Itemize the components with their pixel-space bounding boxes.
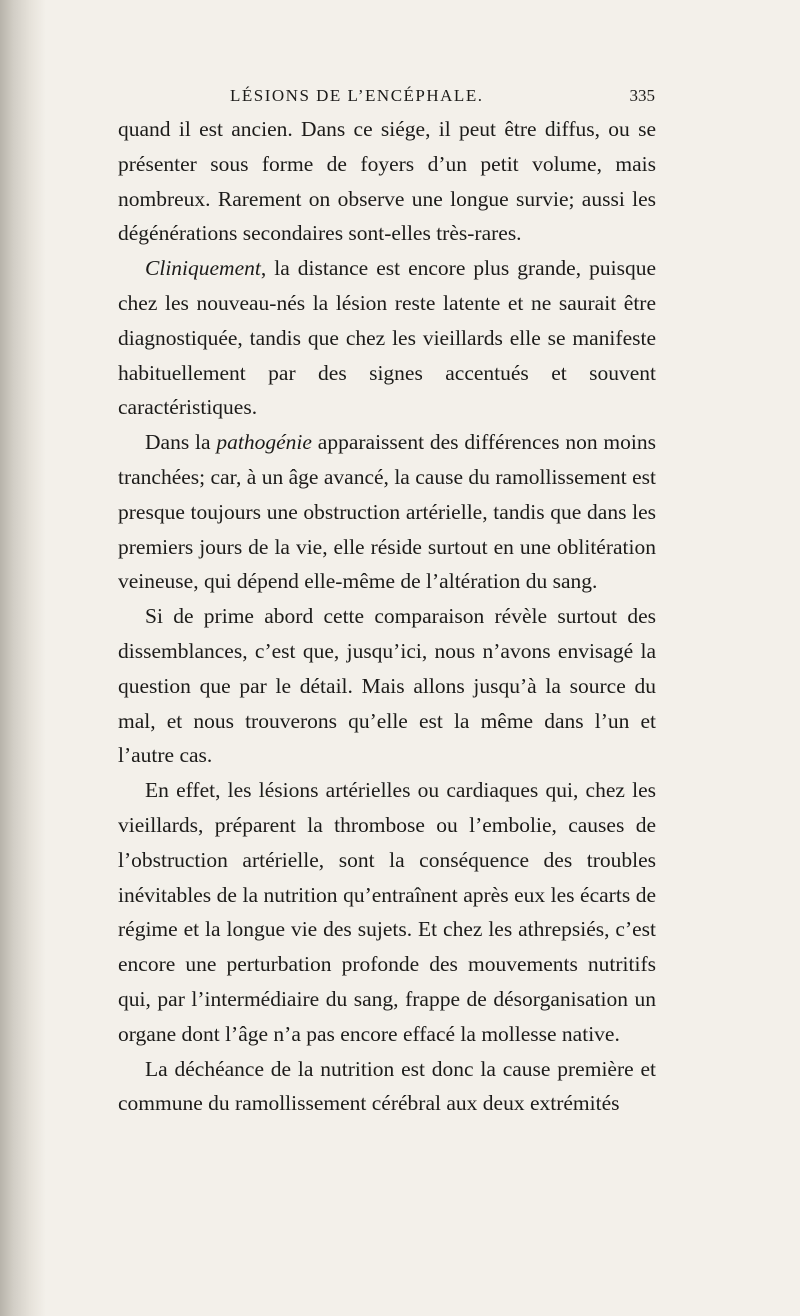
paragraph-2-text: , la distance est encore plus grande, puisque chez les nouveau-nés la lésion reste latente et ne saurait être diagnostiquée, tandis que chez les vieillards elle se manifeste habituellement par des signes accentués et souvent caractéristiques. bbox=[118, 256, 656, 420]
paragraph-3-text: apparaissent des différences non moins tranchées; car, à un âge avancé, la cause du ramollissement est presque toujours une obstruction artérielle, tandis que dans les premiers jours de la vie, elle réside surtout en une oblitération veineuse, qui dépend elle-même de l’altération du sang. bbox=[118, 430, 656, 594]
body-text bbox=[118, 112, 656, 1121]
paragraph-6 bbox=[118, 1052, 656, 1122]
paragraph-4 bbox=[118, 599, 656, 773]
paragraph-5-text: En effet, les lésions artérielles ou cardiaques qui, chez les vieillards, préparent la thrombose ou l’embolie, causes de l’obstruction artérielle, sont la conséquence des troubles inévitables de la nutrition qu’entraînent après eux les écarts de régime et la longue vie des sujets. Et chez les athrepsiés, c’est encore une perturbation profonde des mouvements nutritifs qui, par l’intermédiaire du sang, frappe de désorganisation un organe dont l’âge n’a pas encore effacé la mollesse native. bbox=[118, 778, 656, 1046]
paragraph-3 bbox=[118, 425, 656, 599]
paragraph-1 bbox=[118, 112, 656, 251]
paragraph-3-pre: Dans la bbox=[145, 430, 217, 455]
paragraph-5 bbox=[118, 773, 656, 1051]
paragraph-6-text: La déchéance de la nutrition est donc la cause première et commune du ramollissement cérébral aux deux extrémités bbox=[118, 1056, 656, 1116]
paragraph-3-italic-term: pathogénie bbox=[216, 430, 312, 455]
paragraph-2-italic-lead: Cliniquement bbox=[145, 256, 261, 281]
paragraph-4-text: Si de prime abord cette comparaison révèle surtout des dissemblances, c’est que, jusqu’ici, nous n’avons envisagé la question que par le détail. Mais allons jusqu’à la source du mal, et nous trouverons qu’elle est la même dans l’un et l’autre cas. bbox=[118, 604, 656, 768]
running-title: LÉSIONS DE L’ENCÉPHALE. bbox=[230, 86, 484, 105]
page-number: 335 bbox=[629, 86, 655, 105]
paragraph-2 bbox=[118, 251, 656, 425]
paragraph-1-text: quand il est ancien. Dans ce siége, il peut être diffus, ou se présenter sous forme de foyers d’un petit volume, mais nombreux. Rarement on observe une longue survie; aussi les dégénérations secondaires sont-elles très-rares. bbox=[118, 117, 656, 246]
running-head bbox=[230, 86, 655, 110]
